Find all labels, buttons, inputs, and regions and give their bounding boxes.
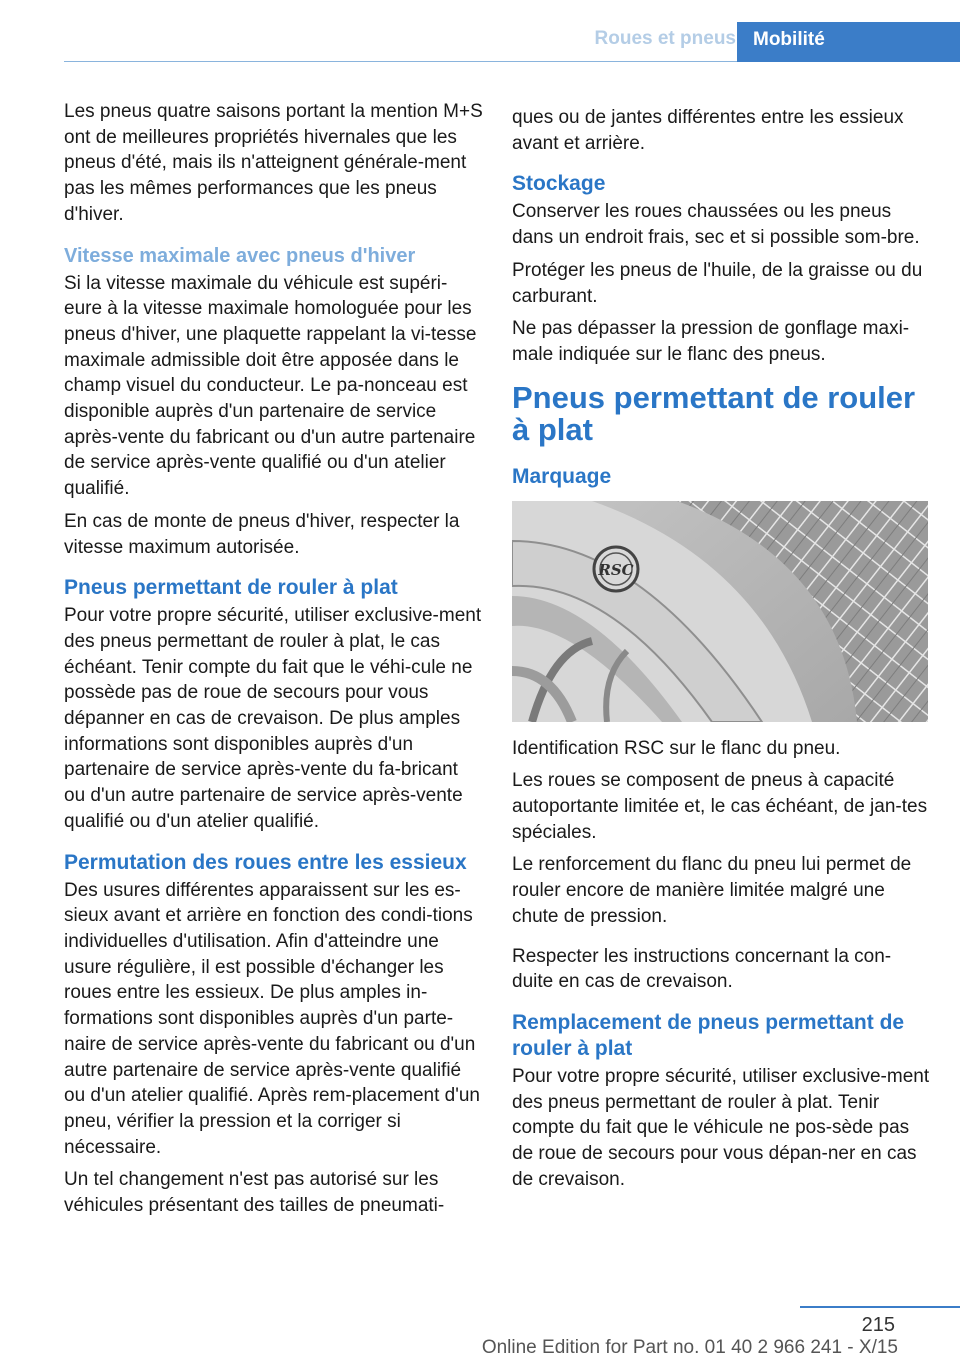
paragraph: Pour votre propre sécurité, utiliser exclusive-ment des pneus permettant de rouler à plat, le cas échéant. Tenir compte du fait que le véhi-cule ne possède pas de roue de secours pour vous dépanner en cas de crevaison. De plus amples informations sont disponibles auprès d'un partenaire de service après-vente du fa-bricant ou d'un autre partenaire de service après-vente qualifié ou d'un atelier qualifié. xyxy=(64,605,482,832)
left-column xyxy=(64,99,484,1226)
rsc-tire-illustration xyxy=(512,501,928,722)
footer-rule xyxy=(800,1306,960,1308)
rsc-logo-text: RSC xyxy=(598,560,634,579)
paragraph: Respecter les instructions concernant la con-duite en cas de crevaison. xyxy=(512,945,892,993)
paragraph: Pour votre propre sécurité, utiliser exclusive-ment des pneus permettant de rouler à plat. Tenir compte du fait que le véhicule ne pos-sède pas de roue de secours pour vous dépan-ner en cas de crevaison. xyxy=(512,1065,930,1190)
section-heading: Vitesse maximale avec pneus d'hiver xyxy=(64,244,416,267)
header-section-title: Roues et pneus xyxy=(594,28,736,49)
paragraph: Un tel changement n'est pas autorisé sur les véhicules présentant des tailles de pneumati- xyxy=(64,1169,445,1217)
section-heading: Marquage xyxy=(512,464,612,488)
chapter-heading: Pneus permettant de rouler à plat xyxy=(512,379,916,447)
paragraph: Des usures différentes apparaissent sur les es-sieux avant et arrière en fonction des condi-tions individuelles d'utilisation. Afin d'atteindre une usure régulière, il est possible d'échanger les roues entre les essieux. De plus amples in-formations sont disponibles auprès d'un parte-naire de service après-vente du fabricant ou d'un autre partenaire de service après-vente qualifié ou d'un atelier qualifié. Après rem-placement d'un pneu, vérifier la pression et la corriger si nécessaire. xyxy=(64,879,480,1158)
section-heading: Remplacement de pneus permettant de rouler à plat xyxy=(512,1010,905,1060)
header-chapter-tab: Mobilité xyxy=(737,22,960,62)
paragraph: Ne pas dépasser la pression de gonflage maxi-male indiquée sur le flanc des pneus. xyxy=(512,318,910,365)
page-number: 215 xyxy=(861,1314,895,1336)
paragraph: Le renforcement du flanc du pneu lui permet de rouler encore de manière limitée malgré une chute de pression. xyxy=(512,854,912,927)
paragraph: Conserver les roues chaussées ou les pneus dans un endroit frais, sec et si possible som-bre. xyxy=(512,201,920,249)
paragraph: Les pneus quatre saisons portant la mention M+S ont de meilleures propriétés hivernales que les pneus d'été, mais ils n'atteignent générale-ment pas les mêmes performances que les pneus d'hiver. xyxy=(64,101,483,225)
paragraph: En cas de monte de pneus d'hiver, respecter la vitesse maximum autorisée. xyxy=(64,510,460,558)
section-heading: Stockage xyxy=(512,172,606,196)
paragraph: Protéger les pneus de l'huile, de la graisse ou du carburant. xyxy=(512,259,923,307)
section-heading: Pneus permettant de rouler à plat xyxy=(64,576,398,600)
figure-caption: Identification RSC sur le flanc du pneu. xyxy=(512,737,841,759)
paragraph: Si la vitesse maximale du véhicule est supéri-eure à la vitesse maximale homologuée pour les pneus d'hiver, une plaquette rappelant la vi-tesse maximale admissible doit être apposée dans le champ visuel du conducteur. Le pa-nonceau est disponible auprès d'un partenaire de service après-vente du fabricant ou d'un autre partenaire de service après-vente qualifié ou d'un atelier qualifié. xyxy=(64,272,477,500)
right-column xyxy=(512,105,932,1199)
paragraph: Les roues se composent de pneus à capacité autoportante limitée et, le cas échéant, de jan-tes spéciales. xyxy=(512,770,928,843)
paragraph: ques ou de jantes différentes entre les essieux avant et arrière. xyxy=(512,107,904,154)
edition-line: Online Edition for Part no. 01 40 2 966 241 - X/15 xyxy=(481,1337,898,1358)
section-heading: Permutation des roues entre les essieux xyxy=(64,850,467,874)
